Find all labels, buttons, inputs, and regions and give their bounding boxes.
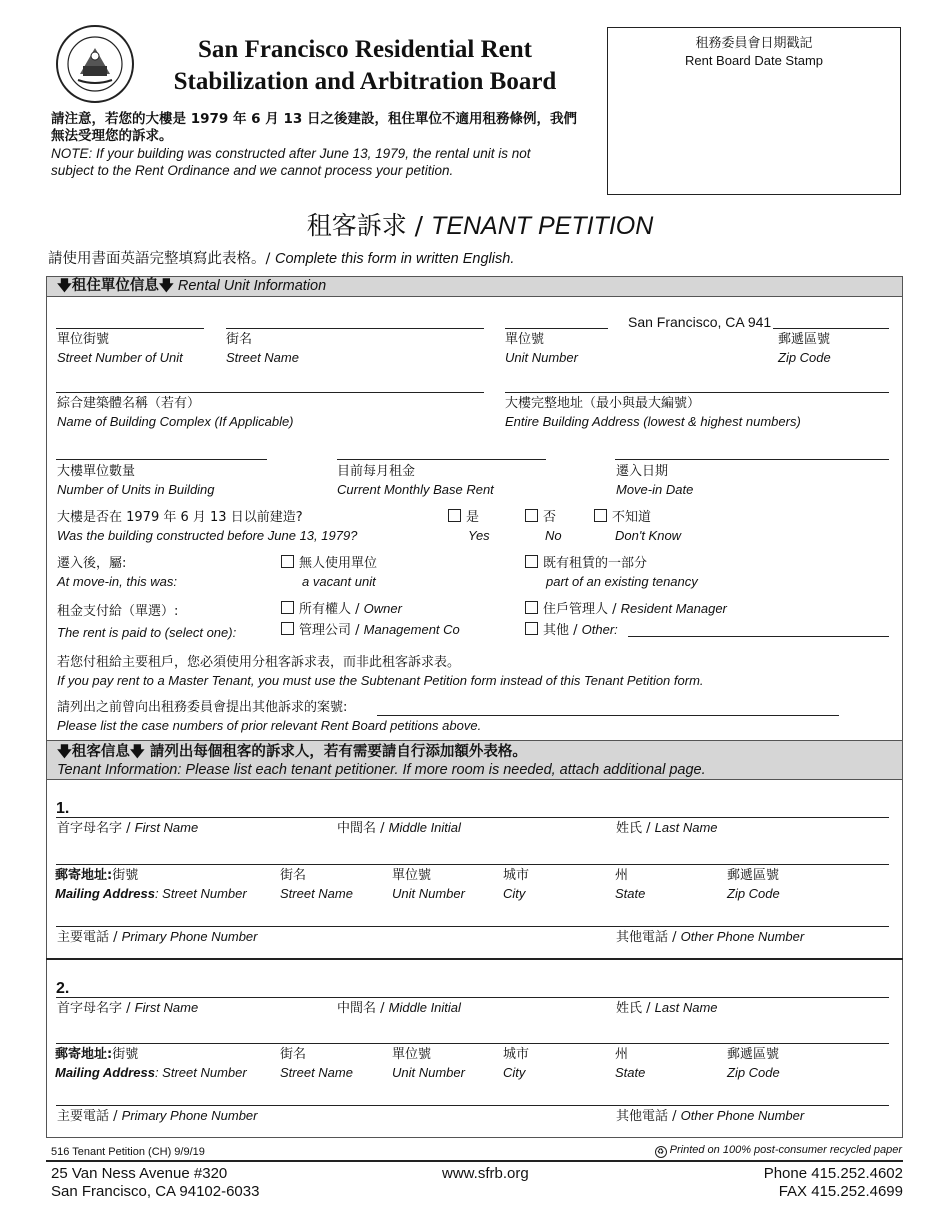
tenant-2-phone-field[interactable] [56,1105,889,1106]
address-line1: 25 Van Ness Avenue #320 [51,1165,228,1182]
tenant-1-phone-field[interactable] [56,926,889,927]
units-count-label: 大樓單位數量 Number of Units in Building [57,464,215,497]
city-prefill: San Francisco, CA 941 [628,314,772,330]
tenant-1-number: 1. [56,800,70,817]
tenant-2-unit-label: 單位號 Unit Number [392,1047,465,1080]
tenant-2-other-phone-label: 其他電話 / Other Phone Number [616,1108,805,1124]
prior-petitions-label-zh: 請列出之前曾向出租務委員會提出其他訴求的案號: [57,700,348,715]
note-en-line2: subject to the Rent Ordinance and we cannot process your petition. [51,163,454,178]
recycle-icon: ♻ [655,1146,667,1158]
tenant-2-name-field[interactable] [56,997,889,998]
page-title [0,206,950,242]
address-line2: San Francisco, CA 94102-6033 [51,1183,260,1200]
prior-petitions-label-en: Please list the case numbers of prior relevant Rent Board petitions above. [57,718,482,733]
street-name-field[interactable] [226,328,484,329]
built-dontknow-checkbox[interactable] [594,509,607,522]
tenant-1-phone-label: 主要電話 / Primary Phone Number [57,929,258,945]
built-question: 大樓是否在 1979 年 6 月 13 日以前建造? Was the building constructed before June 13, 1979? [57,510,358,543]
built-no-checkbox[interactable] [525,509,538,522]
tenant-1-address-field[interactable] [56,864,889,865]
tenant-1-mail-label: 郵寄地址:街號 Mailing Address: Street Number [55,868,247,901]
recycled-text: Printed on 100% post-consumer recycled paper [669,1144,902,1156]
tenant-2-middle-label: 中間名 / Middle Initial [337,1000,461,1016]
owner-option[interactable]: 所有權人 / Owner [281,600,402,619]
resident-manager-checkbox[interactable] [525,601,538,614]
website-link[interactable]: www.sfrb.org [442,1165,529,1182]
tenant-divider [46,958,903,960]
rental-section-header: 🡇租住單位信息🡇 Rental Unit Information [46,276,903,297]
office-address [51,1165,259,1201]
tenant-1-unit-label: 單位號 Unit Number [392,868,465,901]
tenant-2-phone-label: 主要電話 / Primary Phone Number [57,1108,258,1124]
management-co-option[interactable]: 管理公司 / Management Co [281,621,460,640]
entire-address-field[interactable] [505,392,889,393]
tenant-header-zh: 租客信息 [71,744,130,760]
city-seal [50,24,140,104]
phone-number: Phone 415.252.4602 [763,1165,903,1182]
vacant-unit-option[interactable]: 無人使用單位 a vacant unit [281,554,377,591]
tenant-2-number: 2. [56,980,70,997]
move-in-date-field[interactable] [615,459,889,460]
note-zh-line1: 請注意，若您的大樓是 1979 年 6 月 13 日之後建設，租住單位不適用租務條例，我們 [51,111,577,127]
stamp-label-zh: 租務委員會日期戳記 [695,36,813,51]
eligibility-note [51,111,601,179]
tenant-2-street-label: 街名 Street Name [280,1047,353,1080]
monthly-rent-label: 目前每月租金 Current Monthly Base Rent [337,464,494,497]
tenant-section-header: 🡇租客信息🡇 請列出每個租客的訴求人，若有需要請自行添加額外表格。 Tenant Information: Please list each tenant petitioner. If more room is needed, attach additional page. [46,740,903,780]
tenant-1-last-name-label: 姓氏 / Last Name [616,820,718,836]
board-name-line2: Stabilization and Arbitration Board [173,68,557,95]
tenant-1-name-field[interactable] [56,817,889,818]
tenant-1-state-label: 州 State [615,868,646,901]
tenant-header-zh2: 請列出每個租客的訴求人，若有需要請自行添加額外表格。 [149,744,527,760]
tenant-1-other-phone-label: 其他電話 / Other Phone Number [616,929,805,945]
title-en: TENANT PETITION [431,212,654,240]
zip-field[interactable] [773,328,889,329]
tenant-2-address-field[interactable] [56,1043,889,1044]
management-co-checkbox[interactable] [281,622,294,635]
built-dontknow-option[interactable]: 不知道 Don't Know [594,508,681,545]
street-name-label: 街名 Street Name [226,332,299,365]
tenant-1-city-label: 城市 City [503,868,530,901]
resident-manager-option[interactable]: 住戶管理人 / Resident Manager [525,600,727,619]
street-number-field[interactable] [56,328,204,329]
movein-question: 遷入後，屬: At move-in, this was: [57,556,177,589]
built-yes-checkbox[interactable] [448,509,461,522]
unit-number-field[interactable] [505,328,608,329]
tenant-1-first-name-label: 首字母名字 / First Name [57,820,199,836]
tenant-2-state-label: 州 State [615,1047,646,1080]
rental-header-zh: 租住單位信息 [71,278,159,294]
contact-numbers [764,1165,903,1201]
monthly-rent-field[interactable] [337,459,546,460]
tenant-2-zip-label: 郵遞區號 Zip Code [727,1047,780,1080]
other-field[interactable] [628,636,889,637]
units-count-field[interactable] [56,459,267,460]
street-number-label: 單位街號 Street Number of Unit [57,332,183,365]
note-zh-line2: 無法受理您的訴求。 [51,128,173,144]
built-yes-option[interactable]: 是 Yes [448,508,490,545]
built-no-option[interactable]: 否 No [525,508,562,545]
form-id: 516 Tenant Petition (CH) 9/9/19 [51,1146,205,1158]
recycled-note [655,1141,902,1159]
entire-address-label: 大樓完整地址（最小與最大編號） Entire Building Address (lowest & highest numbers) [505,396,801,429]
paid-to-question: 租金支付給（單選）: The rent is paid to (select one): [57,604,237,640]
complex-name-field[interactable] [56,392,484,393]
other-option[interactable]: 其他 / Other: [525,621,618,640]
other-checkbox[interactable] [525,622,538,635]
tenant-1-zip-label: 郵遞區號 Zip Code [727,868,780,901]
footer-rule [46,1160,903,1162]
stamp-label-en: Rent Board Date Stamp [684,53,824,68]
tenant-2-first-name-label: 首字母名字 / First Name [57,1000,199,1016]
tenant-2-last-name-label: 姓氏 / Last Name [616,1000,718,1016]
tenant-1-middle-label: 中間名 / Middle Initial [337,820,461,836]
master-tenant-note: 若您付租給主要租戶，您必須使用分租客訴求表，而非此租客訴求表。 If you pay rent to a Master Tenant, you must use the Subtenant Petition form instead of this Tenant Petition form. [57,655,704,688]
zip-label: 郵遞區號 Zip Code [778,332,831,365]
complex-name-label: 綜合建築體名稱（若有） Name of Building Complex (If Applicable) [57,396,294,429]
seal-icon [50,24,140,104]
existing-tenancy-option[interactable]: 既有租賃的一部分 part of an existing tenancy [525,554,698,591]
form-instruction [48,247,514,268]
prior-petitions-field[interactable] [377,715,839,716]
move-in-date-label: 遷入日期 Move-in Date [616,464,694,497]
existing-tenancy-checkbox[interactable] [525,555,538,568]
unit-number-label: 單位號 Unit Number [505,332,578,365]
instruction-zh: 請使用書面英語完整填寫此表格。/ [48,251,275,267]
title-zh: 租客訴求 / [306,211,432,240]
date-stamp-box [607,27,901,195]
board-name-line1: San Francisco Residential Rent [197,36,533,63]
board-name [140,34,590,98]
tenant-2-city-label: 城市 City [503,1047,530,1080]
note-en-line1: NOTE: If your building was constructed after June 13, 1979, the rental unit is not [51,146,531,161]
tenant-header-en: Tenant Information: Please list each tenant petitioner. If more room is needed, attach additional page. [57,762,706,778]
fax-number: FAX 415.252.4699 [778,1183,903,1200]
tenant-2-mail-label: 郵寄地址:街號 Mailing Address: Street Number [55,1047,247,1080]
owner-checkbox[interactable] [281,601,294,614]
instruction-en: Complete this form in written English. [275,251,515,267]
vacant-unit-checkbox[interactable] [281,555,294,568]
rental-header-en: Rental Unit Information [177,278,327,294]
tenant-1-street-label: 街名 Street Name [280,868,353,901]
